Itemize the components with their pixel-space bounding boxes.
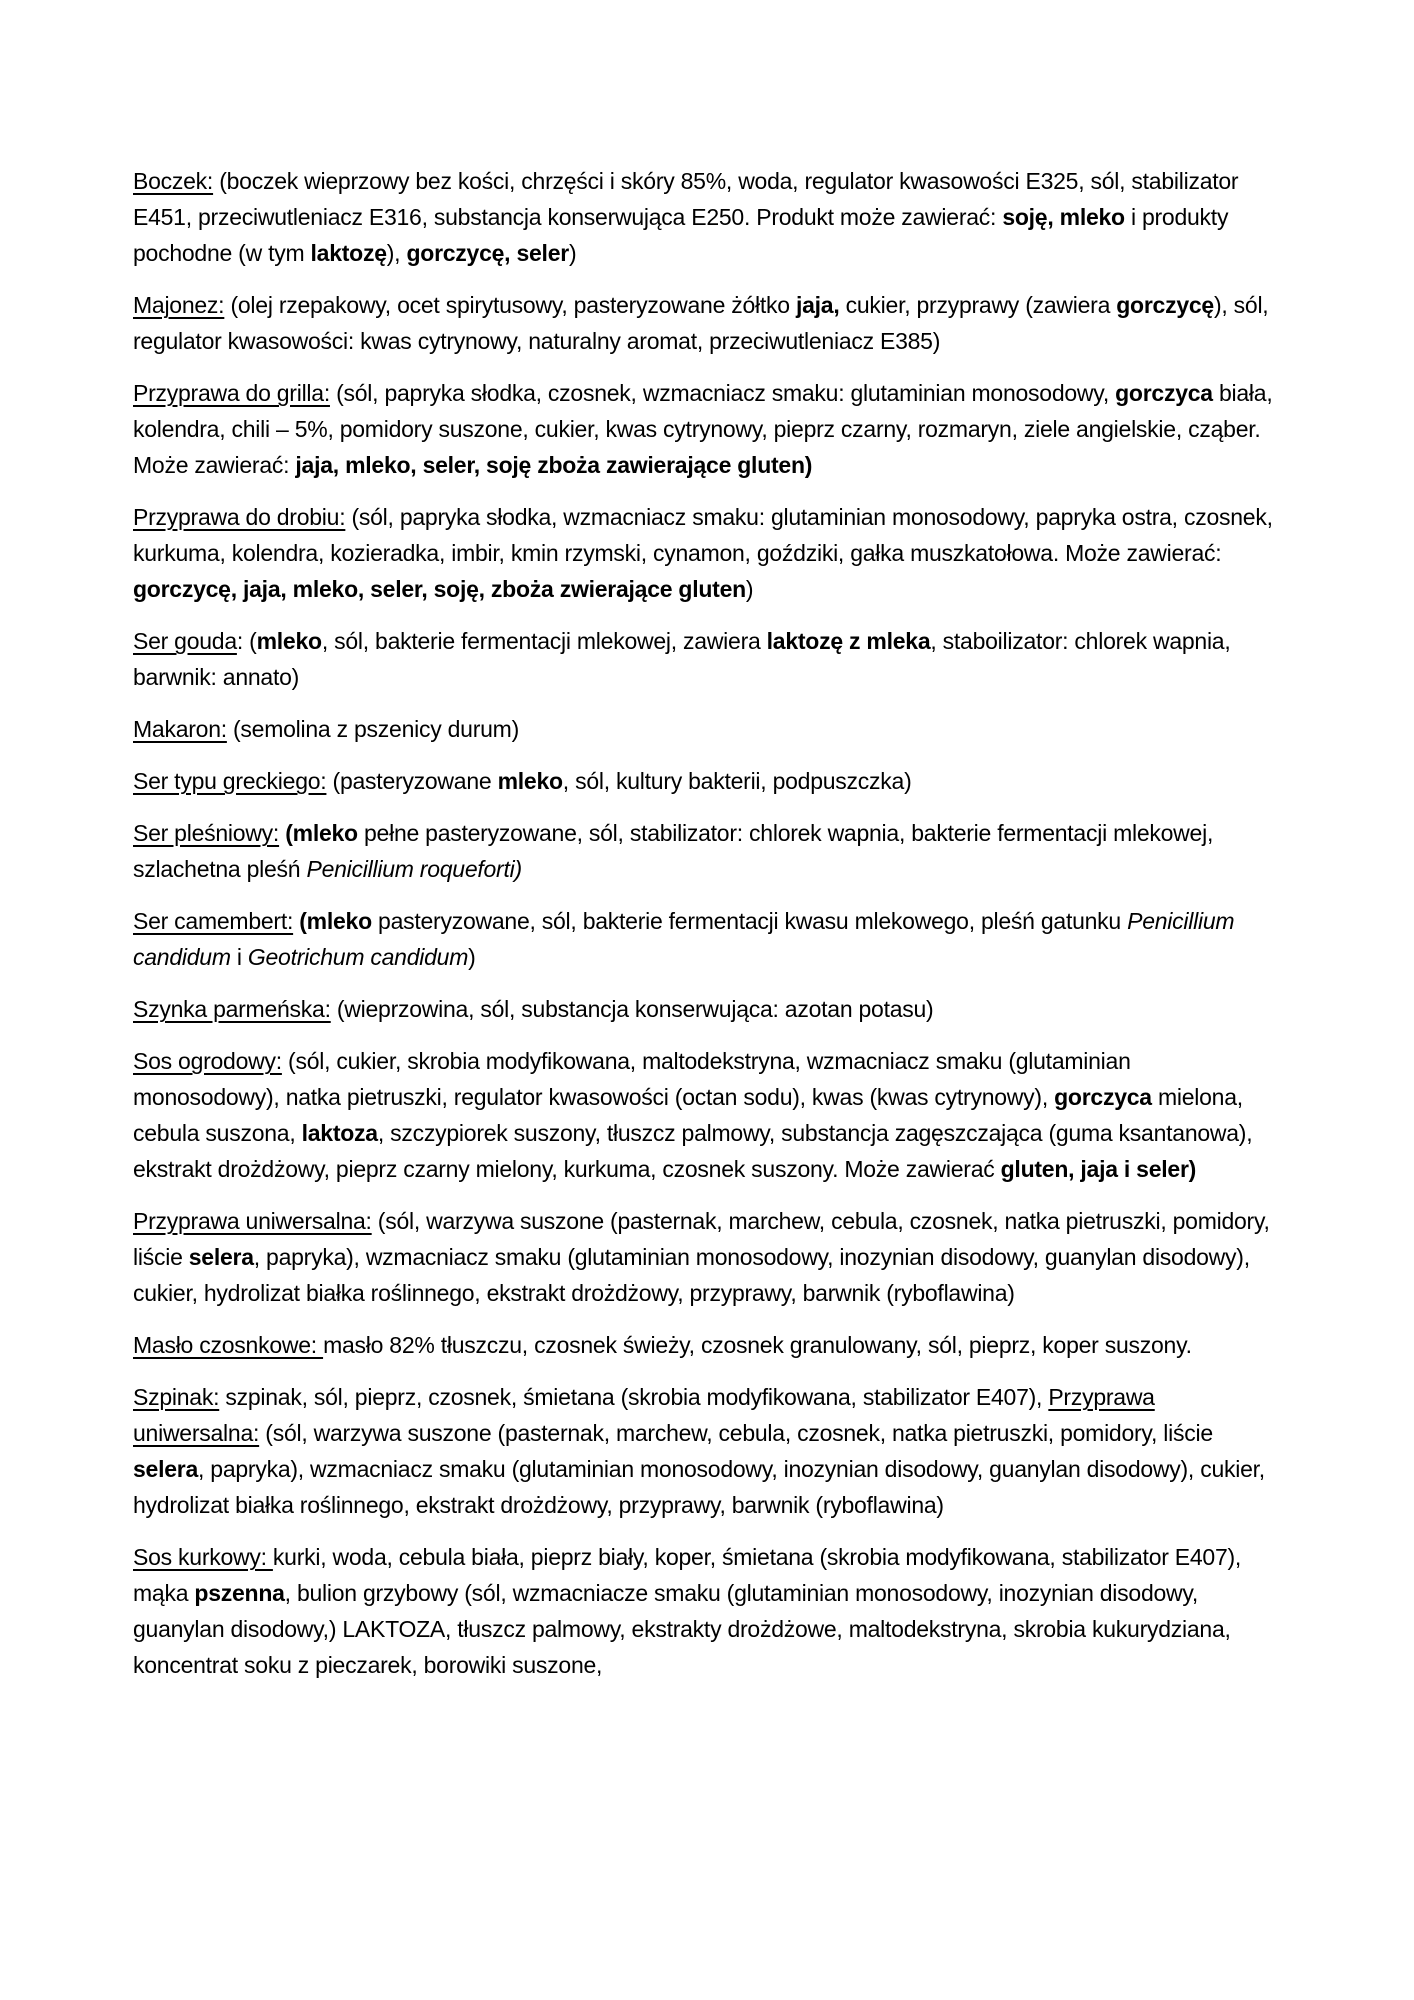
species-name-text: Penicillium roqueforti) [306, 856, 522, 882]
paragraph-sos-ogrodowy [133, 1043, 1283, 1187]
text-run: ), [386, 240, 407, 266]
paragraph-majonez [133, 287, 1283, 359]
text-run: kurki, woda, cebula biała, pieprz biały, koper, śmietana (skrobia modyfikowana, stabilizator E407), mąka [133, 1544, 1242, 1606]
text-run: ) [468, 944, 476, 970]
ingredient-heading: Masło czosnkowe: [133, 1332, 324, 1358]
text-run: ) [745, 576, 754, 602]
text-run: (sól, warzywa suszone (pasternak, marchew, cebula, czosnek, natka pietruszki, pomidory, liście [133, 1208, 1270, 1270]
text-run: masło 82% tłuszczu, czosnek świeży, czosnek granulowany, sól, pieprz, koper suszony. [323, 1332, 1192, 1358]
text-run: cukier, przyprawy (zawiera [839, 292, 1117, 318]
text-run: pełne pasteryzowane, sól, stabilizator: chlorek wapnia, bakterie fermentacji mlekowej, szlachetna pleśń [133, 820, 1214, 882]
text-run: (sól, papryka słodka, wzmacniacz smaku: glutaminian monosodowy, papryka ostra, czosnek, kurkuma, kolendra, kozieradka, imbir, kmin rzymski, cynamon, goździki, gałka muszkatołowa. Może zawierać: [133, 504, 1273, 566]
text-run: szpinak, sól, pieprz, czosnek, śmietana (skrobia modyfikowana, stabilizator E407), [219, 1384, 1049, 1410]
allergen-text: mleko [497, 768, 563, 794]
allergen-text: pszenna [194, 1580, 285, 1606]
paragraph-przyprawa-do-grilla [133, 375, 1283, 483]
text-run: ) [568, 240, 577, 266]
allergen-text: (mleko [285, 820, 358, 846]
ingredient-heading: Przyprawa uniwersalna: [133, 1384, 1155, 1446]
allergen-text: (mleko [299, 908, 372, 934]
allergen-text: gorczyca [1115, 380, 1213, 406]
allergen-text: jaja, mleko, seler, soję zboża zawierające gluten) [295, 452, 813, 478]
ingredient-heading: Makaron: [133, 716, 227, 742]
paragraph-przyprawa-uniwersalna [133, 1203, 1283, 1311]
paragraph-ser-camembert [133, 903, 1283, 975]
text-run: i [230, 944, 248, 970]
species-name-text: Geotrichum candidum [247, 944, 469, 970]
ingredient-heading: Szpinak: [133, 1384, 220, 1410]
text-run: , szczypiorek suszony, tłuszcz palmowy, substancja zagęszczająca (guma ksantanowa), ekstrakt drożdżowy, pieprz czarny mielony, kurkuma, czosnek suszony. Może zawierać [133, 1120, 1253, 1182]
paragraph-makaron [133, 711, 1283, 747]
text-run: : ( [236, 628, 257, 654]
allergen-text: laktozę z mleka [766, 628, 931, 654]
paragraph-szynka-parmenska [133, 991, 1283, 1027]
allergen-text: gorczycę [1116, 292, 1214, 318]
text-run: (sól, cukier, skrobia modyfikowana, maltodekstryna, wzmacniacz smaku (glutaminian monosodowy), natka pietruszki, regulator kwasowości (octan sodu), kwas (kwas cytrynowy), [133, 1048, 1131, 1110]
paragraph-sos-kurkowy [133, 1539, 1283, 1683]
text-run: (olej rzepakowy, ocet spirytusowy, pasteryzowane żółtko [224, 292, 796, 318]
ingredient-heading: Majonez: [133, 292, 225, 318]
text-run: (wieprzowina, sól, substancja konserwująca: azotan potasu) [330, 996, 934, 1022]
paragraph-przyprawa-do-drobiu [133, 499, 1283, 607]
ingredient-heading: Przyprawa uniwersalna: [133, 1208, 372, 1234]
text-run: , papryka), wzmacniacz smaku (glutaminian monosodowy, inozynian disodowy, guanylan disodowy), cukier, hydrolizat białka roślinnego, ekstrakt drożdżowy, przyprawy, barwnik (ryboflawina) [133, 1456, 1265, 1518]
allergen-text: gluten, jaja i seler) [1000, 1156, 1197, 1182]
text-run: pasteryzowane, sól, bakterie fermentacji kwasu mlekowego, pleśń gatunku [371, 908, 1128, 934]
text-run: (sól, warzywa suszone (pasternak, marchew, cebula, czosnek, natka pietruszki, pomidory, liście [259, 1420, 1213, 1446]
text-run: mielona, cebula suszona, [133, 1084, 1243, 1146]
allergen-text: jaja, [795, 292, 840, 318]
ingredient-heading: Ser camembert: [133, 908, 294, 934]
allergen-text: laktoza [301, 1120, 378, 1146]
species-name-text: Penicillium candidum [133, 908, 1235, 970]
ingredient-heading: Szynka parmeńska: [133, 996, 331, 1022]
paragraph-ser-gouda [133, 623, 1283, 695]
ingredient-heading: Boczek: [133, 168, 214, 194]
ingredient-heading: Sos ogrodowy: [133, 1048, 282, 1074]
allergen-text: soję, mleko [1002, 204, 1125, 230]
paragraph-maslo-czosnkowe [133, 1327, 1283, 1363]
ingredient-heading: Ser typu greckiego: [133, 768, 327, 794]
text-run: (boczek wieprzowy bez kości, chrzęści i skóry 85%, woda, regulator kwasowości E325, sól, stabilizator E451, przeciwutleniacz E316, substancja konserwująca E250. Produkt może zawierać: [133, 168, 1239, 230]
text-run: i produkty pochodne (w tym [133, 204, 1229, 266]
document-body [133, 163, 1283, 1699]
allergen-text: mleko [256, 628, 322, 654]
allergen-text: gorczycę, jaja, mleko, seler, soję, zboża zwierające gluten [133, 576, 746, 602]
text-run: ), sól, regulator kwasowości: kwas cytrynowy, naturalny aromat, przeciwutleniacz E385) [133, 292, 1269, 354]
text-run: , sól, bakterie fermentacji mlekowej, zawiera [321, 628, 767, 654]
paragraph-ser-plesniowy [133, 815, 1283, 887]
paragraph-szpinak [133, 1379, 1283, 1523]
text-run: biała, kolendra, chili – 5%, pomidory suszone, cukier, kwas cytrynowy, pieprz czarny, rozmaryn, ziele angielskie, cząber. Może zawierać: [133, 380, 1273, 478]
allergen-text: selera [133, 1456, 199, 1482]
text-run: , papryka), wzmacniacz smaku (glutaminian monosodowy, inozynian disodowy, guanylan disodowy), cukier, hydrolizat białka roślinnego, ekstrakt drożdżowy, przyprawy, barwnik (ryboflawina) [133, 1244, 1250, 1306]
text-run: (pasteryzowane [326, 768, 498, 794]
paragraph-boczek [133, 163, 1283, 271]
allergen-text: laktozę [310, 240, 387, 266]
ingredient-heading: Sos kurkowy: [133, 1544, 273, 1570]
ingredient-heading: Przyprawa do grilla: [133, 380, 330, 406]
text-run: , staboilizator: chlorek wapnia, barwnik: annato) [133, 628, 1231, 690]
ingredient-heading: Ser pleśniowy: [133, 820, 280, 846]
text-run: , bulion grzybowy (sól, wzmacniacze smaku (glutaminian monosodowy, inozynian disodowy, guanylan disodowy,) LAKTOZA, tłuszcz palmowy, ekstrakty drożdżowe, maltodekstryna, skrobia kukurydziana, koncentrat soku z pieczarek, borowiki suszone, [133, 1580, 1231, 1678]
allergen-text: gorczycę, seler [406, 240, 569, 266]
allergen-text: gorczyca [1054, 1084, 1152, 1110]
paragraph-ser-typu-greckiego [133, 763, 1283, 799]
allergen-text: selera [188, 1244, 254, 1270]
text-run: (semolina z pszenicy durum) [226, 716, 519, 742]
ingredient-heading: Przyprawa do drobiu: [133, 504, 346, 530]
text-run: (sól, papryka słodka, czosnek, wzmacniacz smaku: glutaminian monosodowy, [329, 380, 1116, 406]
text-run: , sól, kultury bakterii, podpuszczka) [562, 768, 912, 794]
ingredient-heading: Ser gouda [133, 628, 237, 654]
